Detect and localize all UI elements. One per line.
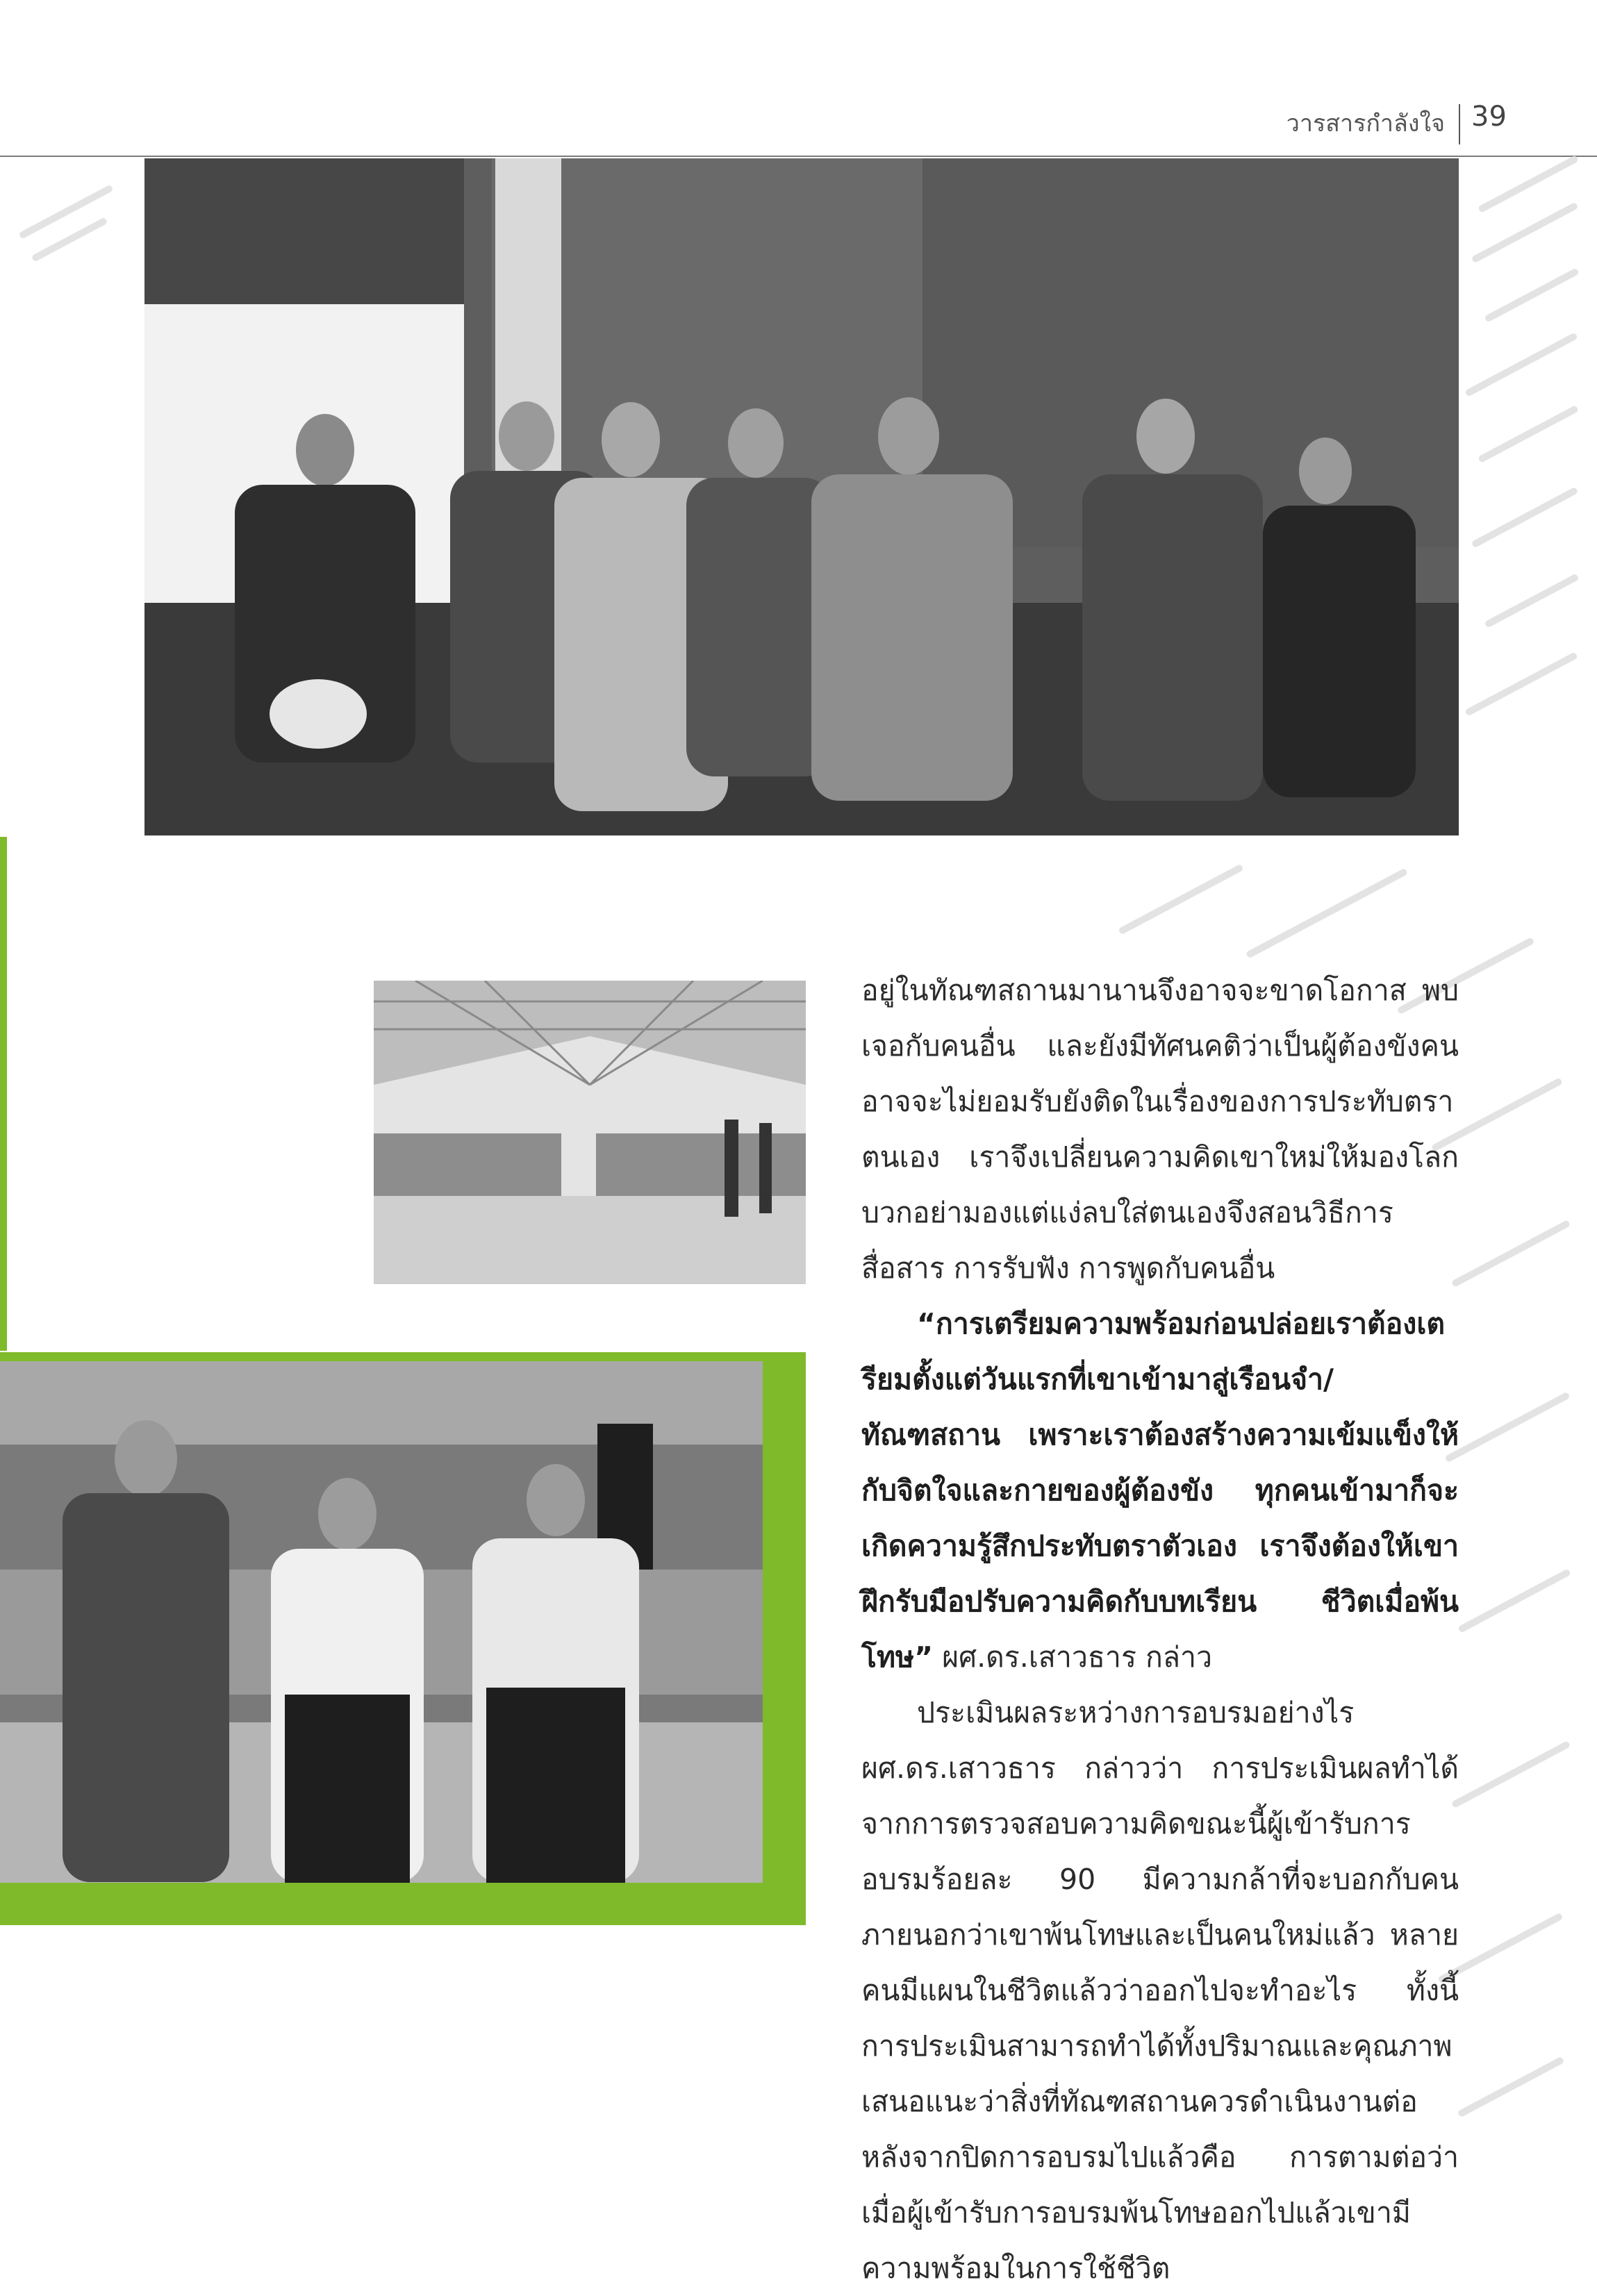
accent-bar-left [0, 837, 7, 1351]
top-photo [144, 158, 1459, 835]
pull-quote-paragraph [861, 1296, 1459, 1685]
hall-photo-image [374, 981, 806, 1284]
hall-photo [374, 981, 806, 1284]
page-number: 39 [1471, 101, 1507, 133]
article-paragraph-1: อยู่ในทัณฑสถานมานานจึงอาจจะขาดโอกาส พบเจอกับคนอื่น และยังมีทัศนคติว่าเป็นผู้ต้องขังคนอาจจะไม่ยอมรับยังติดในเรื่องของการประทับตราตนเอง เราจึงเปลี่ยนความคิดเขาใหม่ให้มองโลกบวกอย่ามองแต่แง่ลบใส่ตนเองจึงสอนวิธีการสื่อสาร การรับฟัง การพูดกับคนอื่น [861, 974, 1459, 1285]
quote-attribution: ผศ.ดร.เสาวธาร กล่าว [933, 1640, 1213, 1674]
article-paragraph-2: ประเมินผลระหว่างการอบรมอย่างไร ผศ.ดร.เสาวธาร กล่าวว่า การประเมินผลทำได้จากการตรวจสอบความคิดขณะนี้ผู้เข้ารับการอบรมร้อยละ 90 มีความกล้าที่จะบอกกับคนภายนอกว่าเขาพ้นโทษและเป็นคนใหม่แล้ว หลายคนมีแผนในชีวิตแล้วว่าออกไปจะทำอะไร ทั้งนี้การประเมินสามารถทำได้ทั้งปริมาณและคุณภาพ เสนอแนะว่าสิ่งที่ทัณฑสถานควรดำเนินงานต่อหลังจากปิดการอบรมไปแล้วคือ การตามต่อว่าเมื่อผู้เข้ารับการอบรมพ้นโทษออกไปแล้วเขามีความพร้อมในการใช้ชีวิต [861, 1696, 1459, 2285]
pull-quote: “การเตรียมความพร้อมก่อนปล่อยเราต้องเตรียมตั้งแต่วันแรกที่เขาเข้ามาสู่เรือนจำ/ทัณฑสถาน เพราะเราต้องสร้างความเข้มแข็งให้กับจิตใจและกายของผู้ต้องขัง ทุกคนเข้ามาก็จะเกิดความรู้สึกประทับตราตัวเอง เราจึงต้องให้เขาฝึกรับมือปรับความคิดกับบทเรียน ชีวิตเมื่อพ้นโทษ” [861, 1307, 1459, 1674]
header-separator [1459, 104, 1460, 144]
stage-photo-image [0, 1361, 763, 1883]
top-photo-image [144, 158, 1459, 835]
header-rule [0, 156, 1597, 157]
article-body [861, 963, 1459, 2296]
magazine-title: วารสารกำลังใจ [1286, 110, 1445, 138]
stage-photo [0, 1361, 763, 1883]
